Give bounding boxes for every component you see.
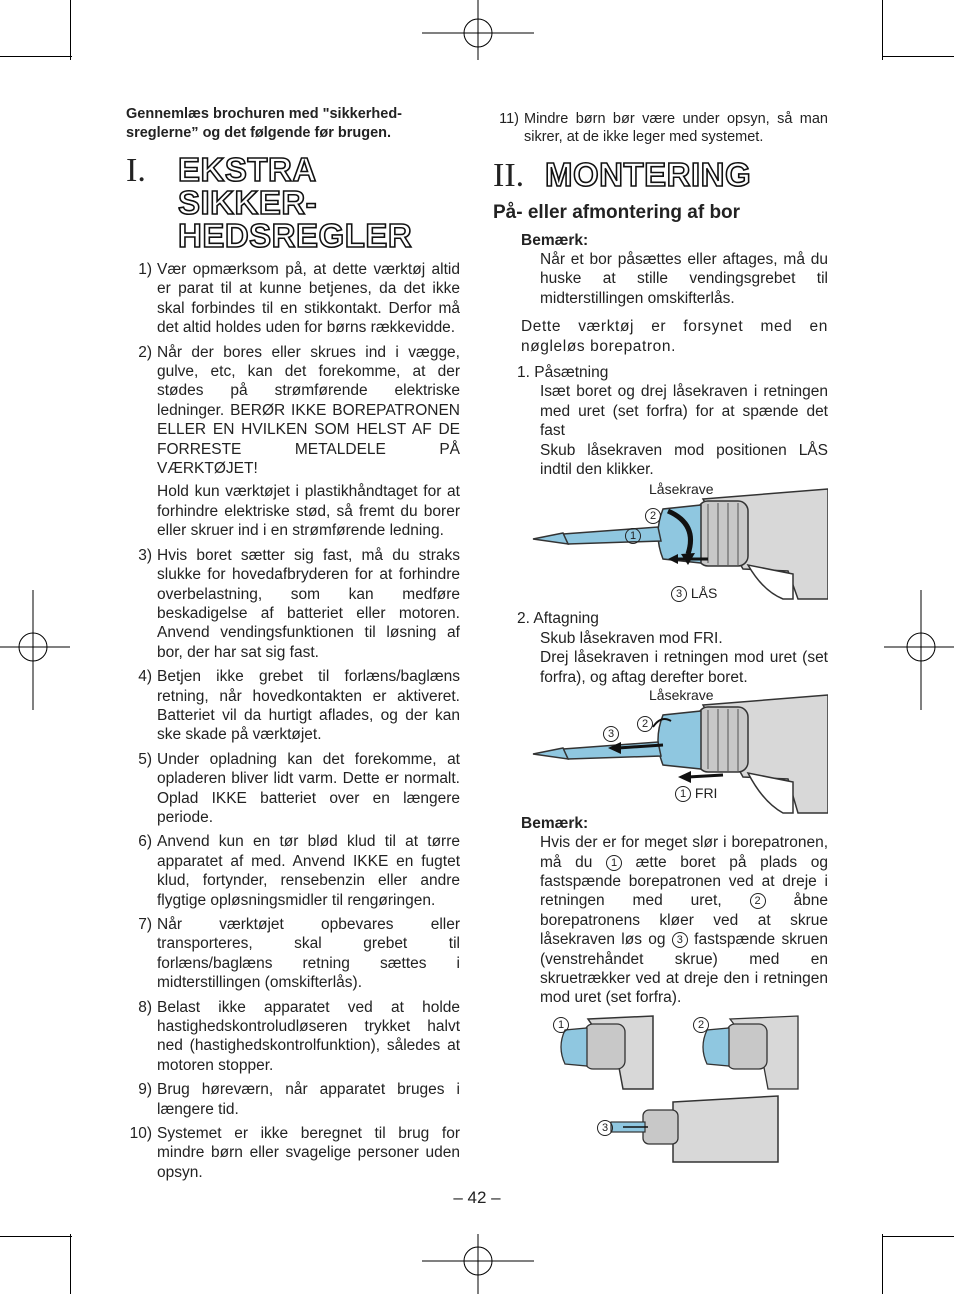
list-item: 6) Anvend kun en tør blød klud til at tørre apparatet af med. Anvend IKKE en fugtet klud, fortynder, rensebenzin eller andre flygtige opløsningsmidler til rengøringen. [138,833,460,909]
list-item: 5) Under opladning kan det forekomme, at opladeren bliver lidt varm. Dette er normalt. Oplad IKKE batteriet over en længere periode. [138,750,460,826]
note-text: Når et bor påsættes eller aftages, må du huske at stille vendingsgrebet til midterstillingen omskifterlås. [540,251,828,307]
list-item: 7) Når værktøjet opbevares eller transporteres, skal grebet til forlæns/baglæns retning sættes i midterstillingen (omskifterlås). [138,916,460,992]
callout-1: 1 [625,528,641,544]
section-1-title: EKSTRA SIKKER- HEDSREGLER [178,151,413,254]
section-2-heading [493,158,828,194]
callout-3: 3 [603,726,619,742]
intro-text: Gennemlæs brochuren med "sikkerhed- sreglerne” og det følgende før brugen. [126,106,403,141]
description: Dette værktøj er forsynet med en nøgleløs borepatron. [521,318,828,355]
list-item: 9) Brug høreværn, når apparatet bruges i længere tid. [138,1081,460,1118]
callout-1: 1 [553,1017,569,1033]
section-2-title: MONTERING [545,156,752,193]
callout-3: 3 [671,586,687,602]
step-1-title: 1. Påsætning [517,364,609,382]
page-number: – 42 – [453,1188,501,1207]
list-item: 10) Systemet er ikke beregnet til brug for mindre børn eller svagelige personer uden opsyn. [129,1125,460,1181]
note-label: Bemærk: [521,232,589,249]
crop-mark [0,56,72,57]
note-label-2: Bemærk: [521,815,589,833]
section-1-numeral: I. [126,152,146,189]
safety-rules-list-continued [493,110,828,146]
figure-remove-bit [493,687,828,815]
chuck-illustrations [493,1014,828,1164]
step-1-text-2: Skub låsekraven mod positionen LÅS indtil den klikker. [540,441,828,479]
crop-mark [70,0,71,60]
step-2-title: 2. Aftagning [517,610,599,628]
registration-mark-bottom [422,1222,534,1294]
registration-mark-left [0,590,72,710]
step-1-text: Isæt boret og drej låsekraven i retningen med uret (set forfra) for at spænde det fast [540,383,828,440]
step-2-text: Skub låsekraven mod FRI. [540,629,723,647]
callout-1: 1 [675,786,691,802]
list-item: 3) Hvis boret sætter sig fast, må du straks slukke for hovedafbryderen for at forhindre overbelastning, som kan medføre beskadigelse af batteriet eller motoren. Anvend vendingsfunktionen til løsning af bor, der har sat sig fast. [138,546,460,661]
safety-rules-list [126,260,460,1182]
crop-mark [882,1236,954,1237]
list-item: 2) Når der bores eller skrues ind i vægge, gulve, etc, kan det forekomme, at der stødes på strømførende elektriske ledninger. BERØR IKKE BOREPATRONEN ELLER EN HVILKEN SOM HELST AF DE FORRESTE METALDELE PÅ VÆRKTØJET! [138,343,460,478]
subheading: På- eller afmontering af bor [493,202,741,223]
section-1-heading [126,153,460,252]
callout-2: 2 [637,716,653,732]
section-2-numeral: II. [493,157,525,194]
note-2-text: Hvis der er for meget slør i borepatronen, må du 1 ætte boret på plads og fastspænde borepatronen ved at dreje i retningen med uret, 2 åbne borepatronens kløer ved at skrue låsekraven løs og 3 fastspænde skruen (venstrehåndet skrue) med en skruetrækker ved at dreje den i retningen mod uret (set forfra). [540,834,829,1007]
left-column [126,105,460,1187]
position-label: FRI [694,785,718,802]
list-item: 4) Betjen ikke grebet til forlæns/baglæns retning, når hovedkontakten er aktiveret. Batteriet vil da hurtigt aflades, og der kan ske skade på værktøjet. [138,668,460,744]
right-column [493,110,828,1164]
figure-attach-bit [493,479,828,609]
callout-2: 2 [693,1017,709,1033]
figure-tighten-chuck [493,1014,828,1164]
callout-3: 3 [597,1120,613,1136]
drill-illustration [493,479,828,609]
crop-mark [70,1234,71,1294]
list-item: 8) Belast ikke apparatet ved at holde hastighedskontroludløseren trykket halvt ned (hastighedskontrolfunktion), således at motoren stopper. [138,998,460,1074]
crop-mark [882,1234,883,1294]
position-label: LÅS [690,585,718,602]
step-2-text-2: Drej låsekraven i retningen mod uret (set forfra), og aftag derefter boret. [540,649,828,686]
figure-label: Låsekrave [649,481,714,498]
list-item: 1) Vær opmærksom på, at dette værktøj altid er parat til at kunne betjenes, da det ikke skal forbindes til en stikkontakt. Derfor må det altid holdes uden for børns rækkevidde. [138,261,460,337]
crop-mark [882,56,954,57]
list-item: 11) Mindre børn bør være under opsyn, så man sikrer, at de ikke leger med systemet. [499,111,828,145]
registration-mark-top [422,0,534,72]
drill-illustration [493,687,828,815]
list-item-extra: Hold kun værktøjet i plastikhåndtaget for at forhindre elektriske stød, så fremt du borer eller skruer ind i en strømførende ledning. [157,483,460,540]
callout-2: 2 [645,508,661,524]
crop-mark [0,1236,72,1237]
registration-mark-right [882,590,954,710]
figure-label: Låsekrave [649,687,714,704]
crop-mark [882,0,883,60]
